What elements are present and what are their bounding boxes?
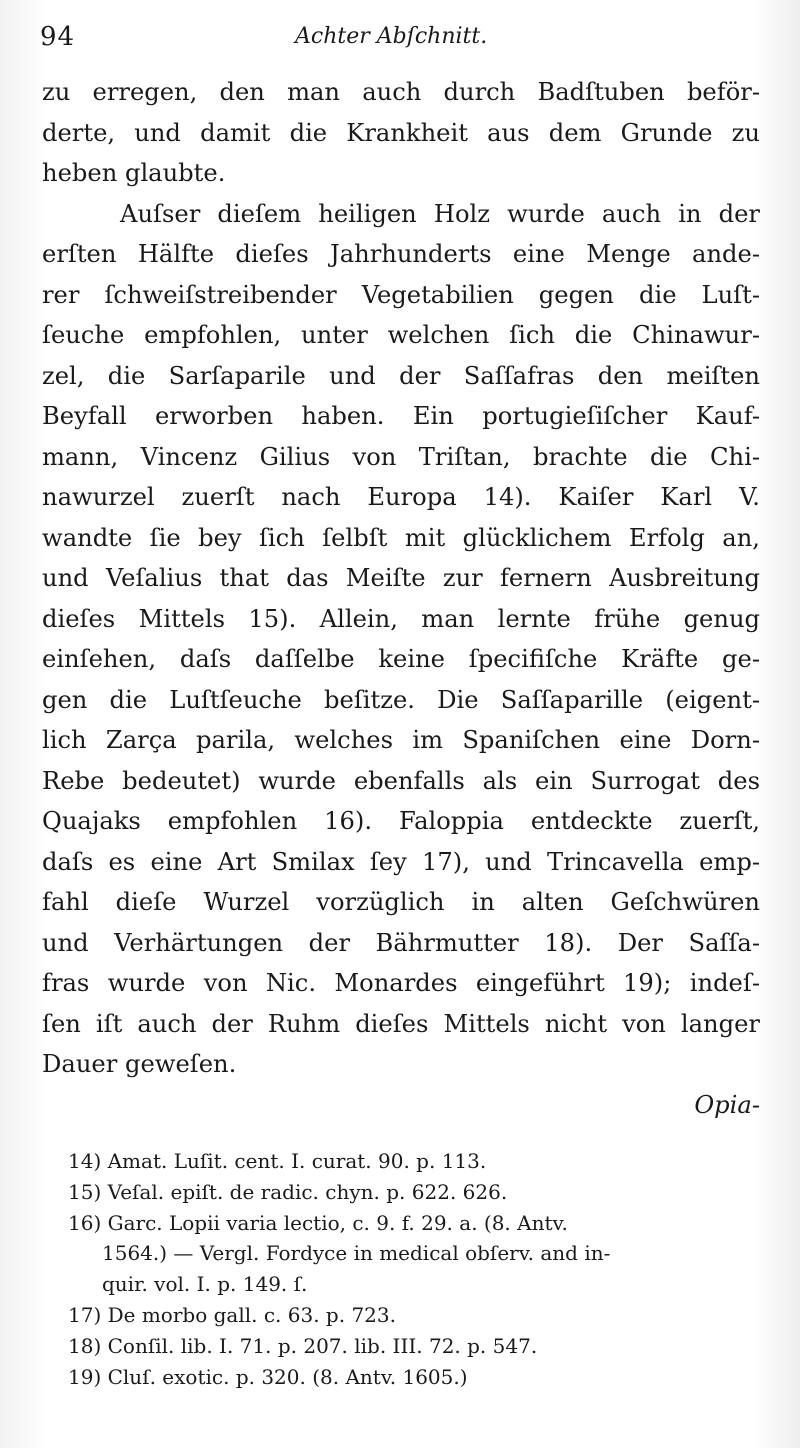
text-line: wandte ſie bey ſich ſelbſt mit glücklichem Erfolg an, [42, 523, 760, 552]
running-head: Achter Abſchnitt. [295, 24, 488, 49]
text-line: Rebe bedeutet) wurde ebenfalls als ein Surrogat des [42, 766, 760, 795]
footnote: 16) Garc. Lopii varia lectio, c. 9. f. 29. a. (8. Antv. [68, 1210, 568, 1235]
footnote: 14) Amat. Luſit. cent. I. curat. 90. p. 113. [68, 1149, 487, 1173]
text-line: derte, und damit die Krankheit aus dem Grunde zu [42, 118, 760, 147]
text-line: lich Zarça parila, welches im Spaniſchen eine Dorn- [42, 726, 760, 754]
text-line: zu erregen, den man auch durch Badſtuben beför- [42, 78, 760, 106]
footnotes [68, 1146, 758, 1392]
text-line: fahl dieſe Wurzel vorzüglich in alten Geſchwüren [42, 888, 760, 916]
text-line: Dauer geweſen. [42, 1050, 237, 1078]
text-line: ſen iſt auch der Ruhm dieſes Mittels nicht von langer [42, 1009, 760, 1038]
footnote: 18) Conſil. lib. I. 71. p. 207. lib. III. 72. p. 547. [68, 1333, 538, 1358]
text-line: Quajaks empfohlen 16). Faloppia entdeckte zuerſt, [42, 807, 760, 835]
text-line: gen die Luſtſeuche beſitze. Die Saſſaparille (eigent- [42, 685, 760, 714]
text-line: ſeuche empfohlen, unter welchen ſich die Chinawur- [42, 321, 760, 349]
footnote: 17) De morbo gall. c. 63. p. 723. [68, 1302, 396, 1327]
footnote: 19) Cluſ. exotic. p. 320. (8. Antv. 1605.) [68, 1364, 468, 1389]
text-line: nawurzel zuerſt nach Europa 14). Kaiſer Karl V. [42, 483, 760, 511]
text-line: rer ſchweiſstreibender Vegetabilien gegen die Luſt- [42, 280, 760, 309]
text-line: daſs es eine Art Smilax ſey 17), und Trincavella emp- [42, 847, 760, 876]
text-line: zel, die Sarſaparile und der Saſſafras den meiſten [42, 361, 760, 390]
footnote-continuation: quir. vol. I. p. 149. ſ. [102, 1272, 308, 1297]
text-line: Beyfall erworben haben. Ein portugieſiſcher Kauf- [42, 402, 760, 430]
page-number: 94 [40, 22, 76, 52]
text-line: und Verhärtungen der Bährmutter 18). Der Saſſa- [42, 928, 760, 957]
text-line: fras wurde von Nic. Monardes eingeführt 19); indeſ- [42, 969, 760, 997]
text-line: erſten Hälfte dieſes Jahrhunderts eine Menge ande- [42, 240, 760, 268]
page-header [40, 22, 760, 62]
catchword: Opia- [694, 1090, 760, 1119]
text-line: und Veſalius that das Meiſte zur fernern Ausbreitung [42, 564, 760, 592]
footnote-continuation: 1564.) — Vergl. Fordyce in medical obſerv. and in- [102, 1241, 611, 1266]
body-text [42, 72, 760, 1125]
text-line: dieſes Mittels 15). Allein, man lernte frühe genug [42, 604, 760, 633]
footnote: 15) Veſal. epiſt. de radic. chyn. p. 622. 626. [68, 1179, 508, 1204]
text-line: heben glaubte. [42, 159, 226, 187]
text-line: einſehen, daſs daſſelbe keine ſpecifiſche Kräfte ge- [42, 645, 760, 673]
text-line: mann, Vincenz Gilius von Triſtan, brachte die Chi- [42, 442, 760, 471]
text-line: Auſser dieſem heiligen Holz wurde auch in der [120, 199, 760, 228]
